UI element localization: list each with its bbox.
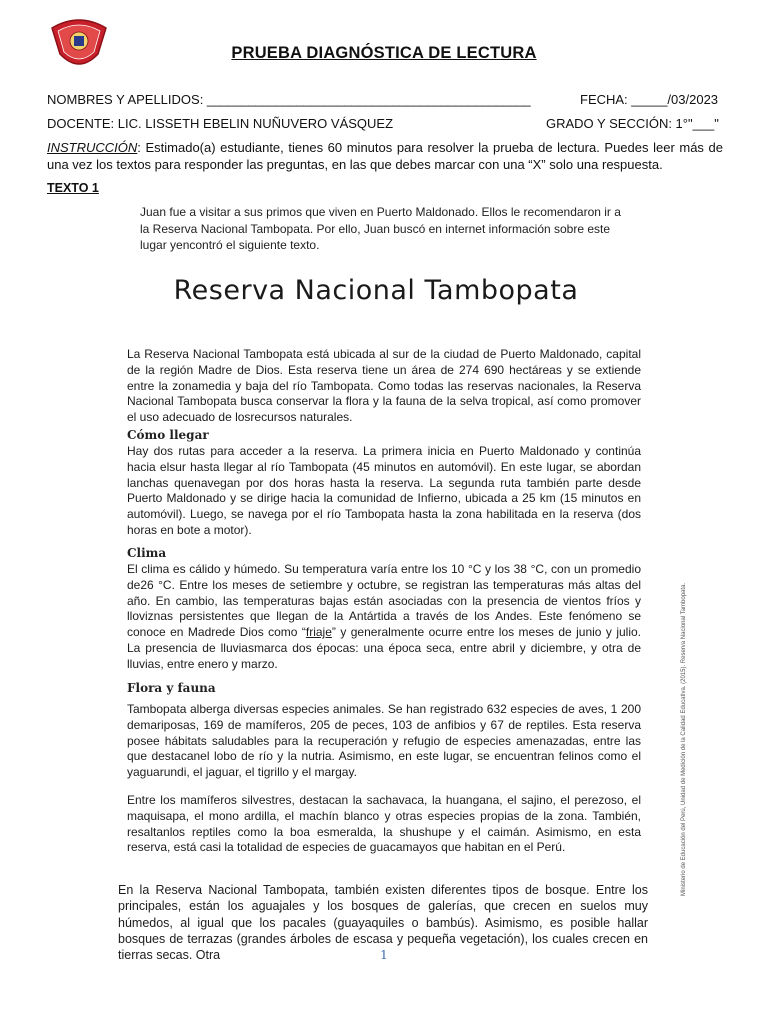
paragraph-clima [127,562,641,673]
teacher-field: DOCENTE: LIC. LISSETH EBELIN NUÑUVERO VÁSQUEZ [47,116,394,131]
paragraph-como-llegar: Hay dos rutas para acceder a la reserva. La primera inicia en Puerto Maldonado y continúa hacia elsur hasta llegar al río Tambopata (45 minutos en automóvil). En este lugar, se abordan lanchas quenavegan por dos horas hasta la reserva. La segunda ruta también parte desde Puerto Maldonado y se dirige hacia la comunidad de Infierno, ubicada a 25 km (15 minutos en automóvil). Luego, se navega por el río Tambopata hasta la zona habilitada en la reserva (dos horas en bote a motor). [127,444,641,537]
page-title: PRUEBA DIAGNÓSTICA DE LECTURA [231,44,537,62]
article-paragraph-intro: La Reserva Nacional Tambopata está ubicada al sur de la ciudad de Puerto Maldonado, capital de la región Madre de Dios. Esta reserva tiene un área de 274 690 hectáreas y se extiende entre la zonamedia y baja del río Tambopata. Como todas las reservas nacionales, la Reserva Nacional Tambopata busca conservar la flora y la fauna de la selva tropical, así como promover el uso adecuado de losrecursos naturales. [127,347,641,425]
names-field [47,92,530,107]
paragraph-flora-1: Tambopata alberga diversas especies animales. Se han registrado 632 especies de aves, 1 200 demariposas, 169 de mamíferos, 205 de peces, 103 de anfibios y 67 de reptiles. Esta reserva posee hábitats saludables para la recuperación y refugio de especies amenazadas, entre las que destacanel lobo de río y la nutria. Asimismo, en este lugar, se encuentran felinos como el yaguarundi, el jaguar, el tigrillo y el margay. [127,702,641,780]
heading-flora-fauna: Flora y fauna [127,681,216,695]
heading-como-llegar: Cómo llegar [127,428,209,442]
heading-clima: Clima [127,546,167,560]
friaje-word: friaje [305,625,332,640]
page-number: 1 [380,948,388,962]
grade-section-field: GRADO Y SECCIÓN: 1°"___" [546,116,719,131]
clima-text-a: El clima es cálido y húmedo. Su temperatura varía entre los 10 °C y los 38 °C, con un promedio de26 °C. Entre los meses de setiembre y octubre, se registran las temperaturas más altas del año. En cambio, las temperaturas bajas están asociadas con la presencia de vientos fríos y lloviznas persistentes que llegan de la Antártida a través de los Andes. Este fenómeno se conoce en Madrede Dios como “ [127,562,641,640]
instruction-text [47,139,723,173]
clima-text-b: ” y generalmente ocurre entre los meses de junio y julio. La presencia de lluviasmarca dos épocas: una época seca, entre abril y diciembre, y otra de lluvias, entre enero y marzo. [127,625,641,671]
paragraph-flora-2: Entre los mamíferos silvestres, destacan la sachavaca, la huangana, el sajino, el perezoso, el maquisapa, el mono ardilla, el machín blanco y otras especies propias de la zona. También, resaltanlos reptiles como la boa esmeralda, la shushupe y el caimán. Asimismo, en esta reserva, está casi la totalidad de especies de guacamayos que habitan en el Perú. [127,793,641,855]
names-label: NOMBRES Y APELLIDOS: [47,92,207,107]
texto-label: TEXTO 1 [47,181,99,195]
names-blank: _______________________________________________ [206,92,531,107]
instruction-label: INSTRUCCIÓN [47,140,138,155]
intro-paragraph: Juan fue a visitar a sus primos que viven en Puerto Maldonado. Ellos le recomendaron ir a la Reserva Nacional Tambopata. Por ello, Juan buscó en internet información sobre este lugar yencontró el siguiente texto. [140,205,621,252]
instruction-body: : Estimado(a) estudiante, tienes 60 minutos para resolver la prueba de lectura. Puedes leer más de una vez los textos para responder las preguntas, en las que debes marcar con una “X” solo una respuesta. [47,140,723,172]
paragraph-bosques: En la Reserva Nacional Tambopata, también existen diferentes tipos de bosque. Entre los principales, están los aguajales y los bosques de galerías, que crecen en suelos muy húmedos, al igual que los pacales (guayaquiles o bambús). Asimismo, es posible hallar bosques de terrazas (grandes árboles de escasa y pequeña vegetación), los cuales crecen en tierras secas. Otra [118,883,648,963]
date-field: FECHA: _____/03/2023 [580,92,719,107]
article-title: Reserva Nacional Tambopata [173,275,579,306]
source-side-note: Ministerio de Educación del Perú, Unidad de Medición de la Calidad Educativa. (2015). Reserva Nacional Tambopata. [681,582,687,896]
